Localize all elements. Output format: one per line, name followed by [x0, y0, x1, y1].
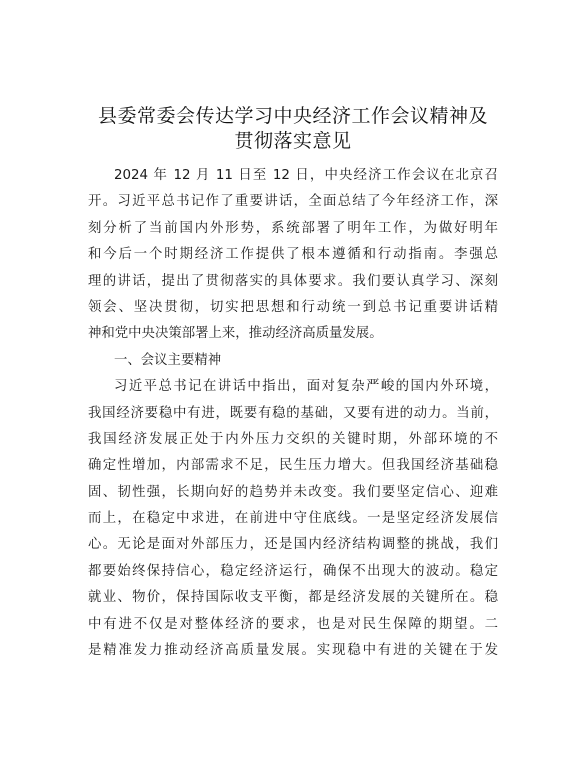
text-line: 2024 年 12 月 11 日至 12 日，中央经济工作会议在北京召	[114, 168, 498, 183]
document-body	[88, 163, 498, 664]
text-line: 习近平总书记在讲话中指出，面对复杂严峻的国内外环境，	[114, 379, 498, 395]
text-line: 神和党中央决策部署上来，推动经济高质量发展。	[88, 326, 383, 342]
text-line: 确定性增加，内部需求不足，民生压力增大。但我国经济基础稳	[88, 458, 498, 474]
document-title	[60, 104, 526, 154]
text-line: 中有进不仅是对整体经济的要求，也是对民生保障的期望。二	[88, 616, 498, 632]
text-line: 而上，在稳定中求进，在前进中守住底线。一是坚定经济发展信	[88, 511, 498, 527]
text-line: 开。习近平总书记作了重要讲话，全面总结了今年经济工作，深	[88, 194, 498, 210]
title-line: 县委常委会传达学习中央经济工作会议精神及	[97, 105, 488, 127]
text-line: 都要始终保持信心，稳定经济运行，确保不出现大的波动。稳定	[88, 563, 498, 579]
text-line: 心。无论是面对外部压力，还是国内经济结构调整的挑战，我们	[88, 537, 498, 553]
text-line: 固、韧性强，长期向好的趋势并未改变。我们要坚定信心、迎难	[88, 484, 498, 500]
section-heading-text: 一、会议主要精神	[114, 352, 222, 368]
paragraph-intro	[88, 163, 498, 348]
text-line: 是精准发力推动经济高质量发展。实现稳中有进的关键在于发	[88, 643, 498, 659]
text-line: 刻分析了当前国内外形势，系统部署了明年工作，为做好明年	[88, 220, 498, 236]
section-heading	[88, 348, 498, 374]
text-line: 我国经济要稳中有进，既要有稳的基础，又要有进的动力。当前，	[88, 405, 498, 421]
text-line: 就业、物价，保持国际收支平衡，都是经济发展的关键所在。稳	[88, 590, 498, 606]
text-line: 和今后一个时期经济工作提供了根本遵循和行动指南。李强总	[88, 247, 498, 263]
text-line: 我国经济发展正处于内外压力交织的关键时期，外部环境的不	[88, 431, 498, 447]
text-line: 领会、坚决贯彻，切实把思想和行动统一到总书记重要讲话精	[88, 299, 498, 315]
paragraph-section-one	[88, 374, 498, 664]
title-line: 贯彻落实意见	[234, 130, 352, 152]
text-line: 理的讲话，提出了贯彻落实的具体要求。我们要认真学习、深刻	[88, 273, 498, 289]
